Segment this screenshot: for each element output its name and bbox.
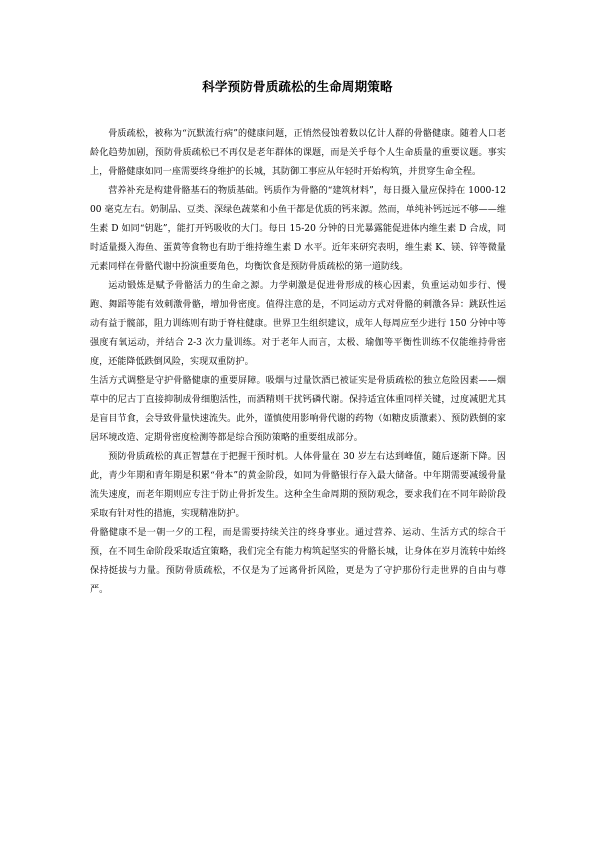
document-body (90, 125, 506, 600)
paragraph-lifestyle: 生活方式调整是守护骨骼健康的重要屏障。吸烟与过量饮酒已被证实是骨质疏松的独立危险因素——烟草中的尼古丁直接抑制成骨细胞活性，而酒精则干扰钙磷代谢。保持适宜体重同样关键，过度减肥尤其是盲目节食，会导致骨量快速流失。此外，谨慎使用影响骨代谢的药物（如糖皮质激素）、预防跌倒的家居环境改造、定期骨密度检测等都是综合预防策略的重要组成部分。 (90, 376, 506, 443)
paragraph-exercise: 运动锻炼是赋予骨骼活力的生命之源。力学刺激是促进骨形成的核心因素，负重运动如步行、慢跑、舞蹈等能有效刺激骨骼，增加骨密度。值得注意的是，不同运动方式对骨骼的刺激各异：跳跃性运动有益于髋部，阻力训练则有助于脊柱健康。世界卫生组织建议，成年人每周应至少进行 150 分钟中等强度有氧运动，并结合 2-3 次力量训练。对于老年人而言，太极、瑜伽等平衡性训练不仅能维持骨密度，还能降低跌倒风险，实现双重防护。 (90, 281, 506, 367)
paragraph-nutrition: 营养补充是构建骨骼基石的物质基础。钙质作为骨骼的“建筑材料”，每日摄入量应保持在 1000-1200 毫克左右。奶制品、豆类、深绿色蔬菜和小鱼干都是优质的钙来源。然而，单纯补钙远远不够——维生素 D 如同“钥匙”，能打开钙吸收的大门。每日 15-20 分钟的日光暴露能促进体内维生素 D 合成，同时适量摄入海鱼、蛋黄等食物也有助于维持维生素 D 水平。近年来研究表明，维生素 K、镁、锌等微量元素同样在骨骼代谢中扮演重要角色，均衡饮食是预防骨质疏松的第一道防线。 (90, 186, 506, 272)
document-title: 科学预防骨质疏松的生命周期策略 (202, 79, 393, 94)
paragraph-timing: 预防骨质疏松的真正智慧在于把握干预时机。人体骨量在 30 岁左右达到峰值，随后逐渐下降。因此，青少年期和青年期是积累“骨本”的黄金阶段，如同为骨骼银行存入最大储备。中年期需要减缓骨量流失速度，而老年期则应专注于防止骨折发生。这种全生命周期的预防观念，要求我们在不同年龄阶段采取有针对性的措施，实现精准防护。 (90, 452, 506, 519)
paragraph-conclusion: 骨骼健康不是一朝一夕的工程，而是需要持续关注的终身事业。通过营养、运动、生活方式的综合干预，在不同生命阶段采取适宜策略，我们完全有能力构筑起坚实的骨骼长城，让身体在岁月流转中始终保持挺拔与力量。预防骨质疏松，不仅是为了远离骨折风险，更是为了守护那份行走世界的自由与尊严。 (90, 528, 506, 595)
paragraph-intro: 骨质疏松，被称为“沉默流行病”的健康问题，正悄然侵蚀着数以亿计人群的骨骼健康。随着人口老龄化趋势加剧，预防骨质疏松已不再仅是老年群体的课题，而是关乎每个人生命质量的重要议题。事实上，骨骼健康如同一座需要终身维护的长城，其防御工事应从年轻时开始构筑，并贯穿生命全程。 (90, 129, 506, 177)
